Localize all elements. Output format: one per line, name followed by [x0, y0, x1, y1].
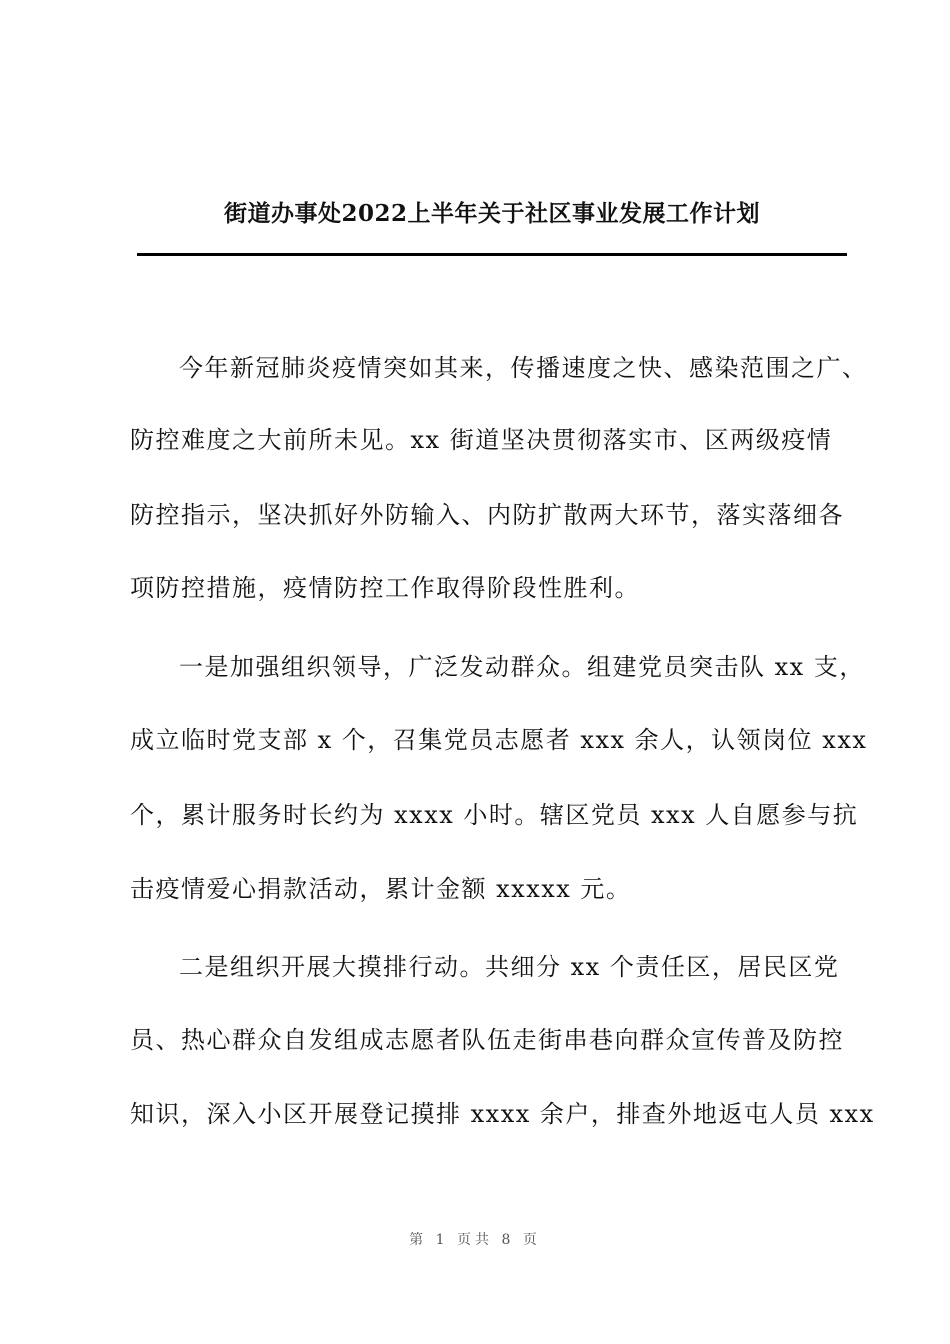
footer-page-middle: 页共: [457, 1232, 493, 1248]
paragraph-line: 二是组织开展大摸排行动。共细分 xx 个责任区，居民区党: [179, 953, 840, 981]
paragraph-line: 一是加强组织领导，广泛发动群众。组建党员突击队 xx 支，: [179, 653, 865, 681]
footer-current-page: 1: [435, 1232, 449, 1248]
paragraph-line: 防控难度之大前所未见。xx 街道坚决贯彻落实市、区两级疫情: [130, 426, 833, 454]
footer-total-pages: 8: [501, 1232, 515, 1248]
document-title: 街道办事处2022上半年关于社区事业发展工作计划: [223, 200, 760, 227]
paragraph-line: 项防控措施，疫情防控工作取得阶段性胜利。: [130, 574, 640, 602]
footer-page-prefix: 第: [409, 1232, 428, 1248]
paragraph-line: 今年新冠肺炎疫情突如其来，传播速度之快、感染范围之广、: [179, 354, 868, 382]
paragraph-line: 击疫情爱心捐款活动，累计金额 xxxxx 元。: [130, 875, 632, 903]
paragraph-line: 成立临时党支部 x 个，召集党员志愿者 xxx 余人，认领岗位 xxx: [130, 726, 868, 754]
paragraph-line: 员、热心群众自发组成志愿者队伍走街串巷向群众宣传普及防控: [130, 1026, 844, 1054]
paragraph-line: 个，累计服务时长约为 xxxx 小时。辖区党员 xxx 人自愿参与抗: [130, 801, 859, 829]
paragraph-line: 知识，深入小区开展登记摸排 xxxx 余户，排查外地返屯人员 xxx: [130, 1100, 875, 1128]
footer-page-suffix: 页: [522, 1232, 541, 1248]
title-underline: [137, 253, 847, 256]
paragraph-line: 防控指示，坚决抓好外防输入、内防扩散两大环节，落实落细各: [130, 501, 844, 529]
page-footer: [0, 1228, 950, 1252]
